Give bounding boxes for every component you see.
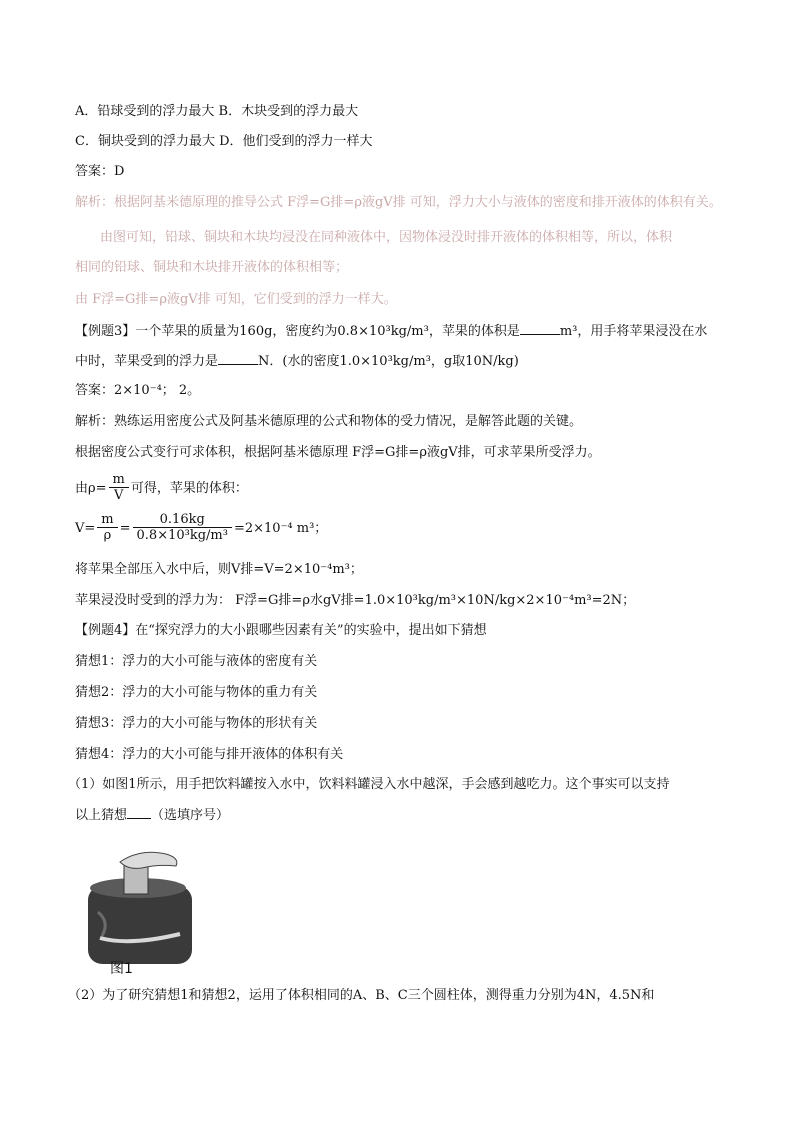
ex4-question-1c: （选填序号） [151, 808, 230, 823]
formula-2a: V= [75, 521, 96, 536]
formula-1b: 可得，苹果的体积： [130, 481, 248, 496]
fraction-denominator: ρ [103, 528, 112, 543]
ex3-question-line-1 [75, 322, 754, 341]
ex3-question-2b: N．(水的密度1.0×10³kg/m³，g取10N/kg) [258, 354, 519, 369]
ex3-question-1b: m³，用手将苹果浸没在水 [559, 324, 708, 339]
ex4-title: 【例题4】在“探究浮力的大小跟哪些因素有关”的实验中，提出如下猜想 [75, 623, 487, 638]
figure-hand-pressing-can-image [80, 842, 198, 980]
ex3-question-1a: 【例题3】一个苹果的质量为160g，密度约为0.8×10³kg/m³，苹果的体积是 [75, 324, 520, 339]
ex3-volume-formula: V= $\frac{m}{\rho}$ = $\frac{0.16kg}{\text{0.8×10³kg/m³}}$ =2×10⁻⁴ m³； [75, 512, 328, 543]
option-line-cd: C．铜块受到的浮力最大 D．他们受到的浮力一样大 [75, 134, 373, 149]
ex4-guess-1: 猜想1：浮力的大小可能与液体的密度有关 [75, 654, 318, 669]
fraction-m-over-rho [97, 513, 117, 544]
ex2-analysis-3: 相同的铅球、铜块和木块排开液体的体积相等； [75, 260, 349, 275]
ex2-analysis-2: 由图可知，铅球、铜块和木块均浸没在同种液体中，因物体浸没时排开液体的体积相等，所以，体积 [100, 230, 673, 245]
ex4-guess-4: 猜想4：浮力的大小可能与排开液体的体积有关 [75, 747, 344, 762]
ex3-answer: 答案：2×10⁻⁴； 2。 [75, 383, 201, 398]
figure-caption: 图1 [110, 961, 133, 977]
ex4-guess-3: 猜想3：浮力的大小可能与物体的形状有关 [75, 716, 318, 731]
ex3-buoyancy-line: 苹果浸没时受到的浮力为： F浮=G排=ρ水gV排=1.0×10³kg/m³×10N/kg×2×10⁻⁴m³=2N； [75, 593, 636, 608]
fraction-numerator: 0.16kg [133, 513, 232, 528]
ex3-question-2a: 中时，苹果受到的浮力是 [75, 354, 219, 369]
ex3-analysis-1: 解析：熟练运用密度公式及阿基米德原理的公式和物体的受力情况，是解答此题的关键。 [75, 414, 583, 429]
ex4-question-1-line-2 [75, 806, 754, 825]
ex4-question-2: （2）为了研究猜想1和猜想2，运用了体积相同的A、B、C三个圆柱体，测得重力分别为4N，4.5N和 [68, 988, 655, 1003]
ex4-blank-guess [127, 806, 151, 819]
ex2-analysis-4: 由 F浮=G排=ρ液gV排 可知，它们受到的浮力一样大。 [75, 292, 397, 307]
formula-1a: 由ρ= [75, 481, 107, 496]
ex3-blank-volume [520, 322, 560, 335]
ex4-question-1-line-1: （1）如图1所示，用手把饮料罐按入水中，饮料料罐浸入水中越深，手会感到越吃力。这个事实可以支持 [68, 777, 670, 792]
ex3-density-formula [75, 473, 754, 504]
ex3-press-line: 将苹果全部压入水中后，则V排=V=2×10⁻⁴m³； [75, 562, 363, 577]
ex3-analysis-2: 根据密度公式变行可求体积，根据阿基米德原理 F浮=G排=ρ液gV排，可求苹果所受浮力。 [75, 445, 601, 460]
fraction-m-over-v [109, 473, 129, 504]
fraction-values [133, 513, 232, 544]
fraction-numerator: m [97, 513, 117, 528]
ex2-answer: 答案：D [75, 164, 125, 179]
ex4-guess-2: 猜想2：浮力的大小可能与物体的重力有关 [75, 685, 318, 700]
fraction-denominator: V [114, 488, 124, 503]
hand-shape [120, 852, 177, 868]
formula-2b: =2×10⁻⁴ m³； [233, 521, 328, 536]
ex2-analysis-1: 解析：根据阿基米德原理的推导公式 F浮=G排=ρ液gV排 可知，浮力大小与液体的密度和排开液体的体积有关。 [75, 195, 722, 210]
option-line-ab: A．铅球受到的浮力最大 B．木块受到的浮力最大 [75, 104, 359, 119]
ex4-question-1b: 以上猜想 [75, 808, 128, 823]
ex3-blank-buoyancy [218, 352, 258, 365]
ex3-question-line-2 [75, 352, 754, 371]
fraction-denominator: 0.8×10³kg/m³ [136, 528, 228, 543]
fraction-numerator: m [109, 473, 129, 488]
